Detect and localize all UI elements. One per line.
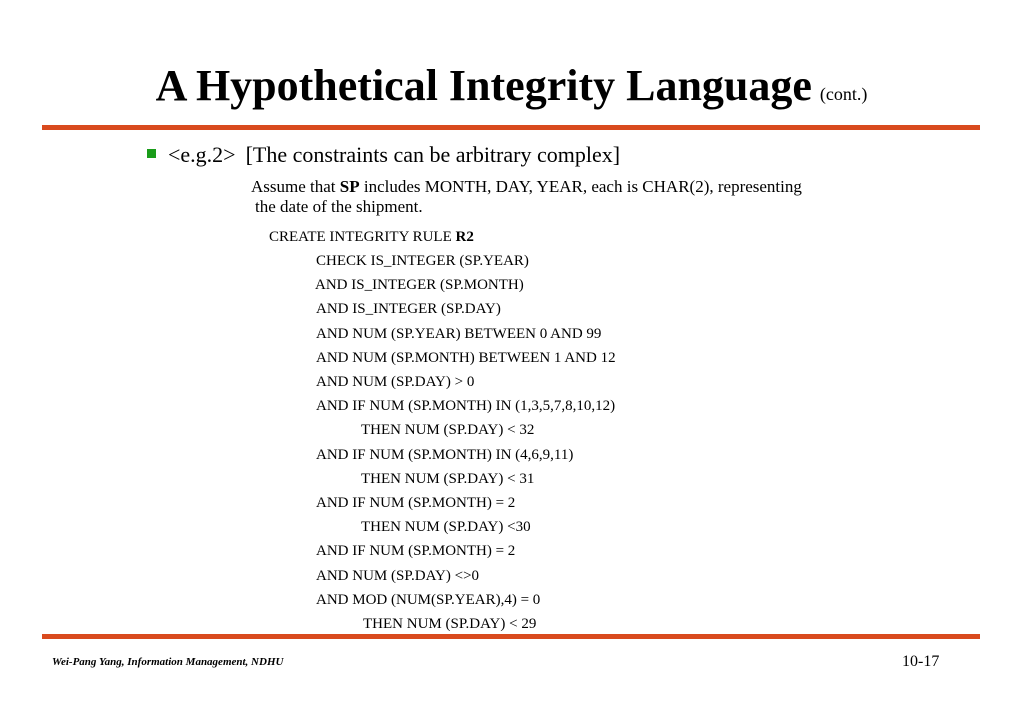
- code-line: AND IF NUM (SP.MONTH) = 2: [316, 495, 516, 511]
- code-line: AND IF NUM (SP.MONTH) IN (4,6,9,11): [316, 447, 574, 463]
- top-divider: [42, 125, 980, 130]
- code-rule-prefix: CREATE INTEGRITY RULE: [269, 229, 456, 245]
- title-main: A Hypothetical Integrity Language: [155, 61, 812, 110]
- code-line: AND NUM (SP.YEAR) BETWEEN 0 AND 99: [316, 326, 602, 342]
- title-sub: (cont.): [819, 84, 868, 104]
- description-line-1: [251, 178, 802, 195]
- code-line: AND NUM (SP.MONTH) BETWEEN 1 AND 12: [316, 350, 616, 366]
- slide-title: [0, 61, 1023, 110]
- code-line: CHECK IS_INTEGER (SP.YEAR): [316, 253, 529, 269]
- code-line: AND NUM (SP.DAY) <>0: [316, 568, 480, 584]
- bullet-item: [147, 144, 620, 166]
- code-line: AND NUM (SP.DAY) > 0: [316, 374, 475, 390]
- page-number: 10-17: [902, 653, 940, 670]
- code-line: AND IS_INTEGER (SP.MONTH): [315, 277, 524, 293]
- example-label: <e.g.2>: [168, 142, 236, 167]
- description-line-2: the date of the shipment.: [255, 197, 423, 216]
- description-prefix: Assume that: [251, 177, 340, 196]
- description-suffix: includes MONTH, DAY, YEAR, each is CHAR(2), representing: [359, 177, 802, 196]
- code-line: AND MOD (NUM(SP.YEAR),4) = 0: [316, 592, 541, 608]
- code-line: THEN NUM (SP.DAY) < 32: [361, 422, 535, 438]
- bullet-text: [The constraints can be arbitrary complex]: [245, 142, 621, 167]
- code-line: THEN NUM (SP.DAY) < 29: [363, 616, 537, 632]
- footer-author: Wei-Pang Yang, Information Management, NDHU: [52, 656, 284, 668]
- code-rule-header: [269, 230, 474, 245]
- code-line: AND IF NUM (SP.MONTH) = 2: [316, 543, 516, 559]
- code-line: THEN NUM (SP.DAY) < 31: [361, 471, 535, 487]
- description-relation: SP: [339, 177, 360, 196]
- square-bullet-icon: [147, 149, 156, 158]
- bottom-divider: [42, 634, 980, 639]
- code-line: AND IF NUM (SP.MONTH) IN (1,3,5,7,8,10,12): [316, 398, 616, 414]
- code-line: THEN NUM (SP.DAY) <30: [361, 519, 531, 535]
- code-rule-name: R2: [455, 229, 474, 245]
- code-line: AND IS_INTEGER (SP.DAY): [316, 301, 501, 317]
